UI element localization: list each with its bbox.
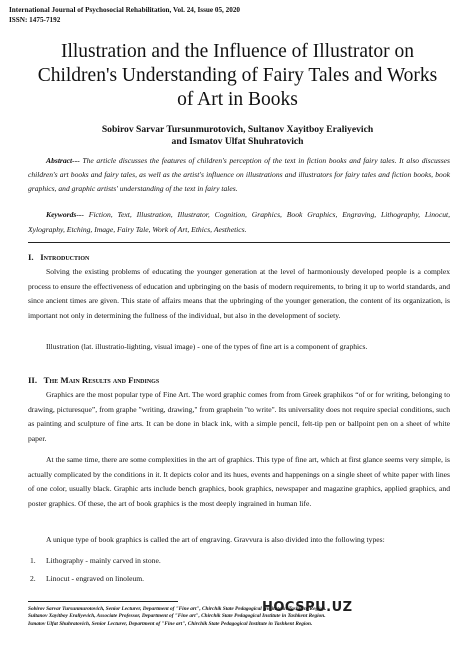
keywords-label: Keywords--- — [46, 210, 84, 219]
section-heading-introduction — [28, 251, 89, 263]
intro-paragraph: Solving the existing problems of educating the younger generation at the level of harmoniously developed people is a complex process to ensure the effectiveness of education and upbringing on the basis of modern requirements, to bring it up to world standards, and since ancient times are given. This state of affairs means that the upbringing of the younger generation, the content of its organization, is important not only in determining the fullness of the individual, but also in the development of society. — [28, 267, 450, 320]
journal-citation: International Journal of Psychosocial Rehabilitation, Vol. 24, Issue 05, 2020 — [9, 6, 241, 14]
keywords — [28, 207, 450, 237]
author-line: and Ismatov Ulfat Shuhratovich — [171, 136, 304, 147]
engraving-paragraph: A unique type of book graphics is called the art of engraving. Gravvura is also divided into the following types: — [46, 535, 385, 544]
abstract — [28, 154, 450, 196]
footnotes — [28, 606, 458, 628]
section-divider — [28, 242, 450, 243]
watermark: HOCSPU.UZ — [262, 600, 353, 615]
journal-issn: ISSN: 1475-7192 — [9, 16, 61, 24]
list-item-number: 2. — [30, 574, 36, 583]
abstract-text: The article discusses the features of children's perception of the text in fiction books and fairy tales. It also discusses children's art books and fairy tales, as well as the artist's influence on illustrations and illustrators for fairy tales and fiction books, book graphics, and graphic artists' understanding of the text in fairy tales. — [28, 156, 450, 193]
title-line: Children's Understanding of Fairy Tales and Works — [37, 65, 438, 86]
list-item-number: 1. — [30, 556, 36, 565]
journal-header — [9, 5, 240, 25]
title-line: Illustration and the Influence of Illustrator on — [60, 41, 415, 62]
section-heading-results — [28, 374, 159, 386]
author-line: Sobirov Sarvar Tursunmurotovich, Sultanov Xayitboy Eraliyevich — [101, 124, 374, 135]
list-item — [30, 570, 430, 588]
title-line: of Art in Books — [177, 89, 298, 110]
complexities-paragraph: At the same time, there are some complexities in the art of graphics. This type of fine art, which at first glance seems very simple, is actually complicated by the conditions in it. It depicts color and its hues, events and happenings on a single sheet of white paper with lines of one color, usually black. Graphic arts include bench graphics, book graphics, newspaper and magazine graphics, applied graphics, and poster graphics. Of these, the art of book graphics is the most deeply ingrained in human life. — [28, 455, 450, 508]
abstract-label: Abstract--- — [46, 156, 80, 165]
keywords-text: Fiction, Text, Illustration, Illustrator, Cognition, Graphics, Book Graphics, Engraving, Lithography, Linocut, Xylography, Etching, Image, Fairy Tale, Work of Art, Ethics, Aesthetics. — [28, 210, 450, 234]
paper-title — [20, 40, 455, 112]
list-item-text: Linocut - engraved on linoleum. — [46, 574, 145, 583]
footnote-line: Sultanov Xayitboy Eraliyevich, Associate Professor, Department of "Fine art", Chirchik State Pedagogical Institute in Tashkent Region. — [28, 613, 326, 620]
list-item — [30, 552, 430, 570]
engraving-types-list — [30, 552, 430, 588]
section-number: I. — [28, 252, 34, 262]
footnote-line: Ismatov Ulfat Shuhratovich, Senior Lecturer, Department of "Fine art", Chirchik State Pedagogical Institute in Tashkent Region. — [28, 620, 313, 627]
list-item-text: Lithography - mainly carved in stone. — [46, 556, 161, 565]
section-title: Introduction — [40, 252, 90, 262]
section-number: II. — [28, 375, 38, 385]
graphics-paragraph: Graphics are the most popular type of Fine Art. The word graphic comes from from Greek graphikos “of or for writing, belonging to drawing, picturesque”, from graphe "writing, drawing," from graphein "to write". Its universality does not require special conditions, such as painting and sculpture of fine arts. It can be done in black ink, with a simple pencil, felt-tip pen or ballpoint pen on a sheet of white paper. — [28, 390, 450, 443]
section-title: The Main Results and Findings — [43, 375, 160, 385]
footnote-line: Sobirov Sarvar Tursunmurotovich, Senior Lecturer, Department of "Fine art", Chirchik State Pedagogical Institute in Tashkent Region. — [28, 606, 327, 612]
footnote-divider — [28, 601, 178, 602]
illustration-paragraph: Illustration (lat. illustratio-lighting, visual image) - one of the types of fine art is a component of graphics. — [46, 342, 368, 351]
author-list — [20, 124, 455, 148]
